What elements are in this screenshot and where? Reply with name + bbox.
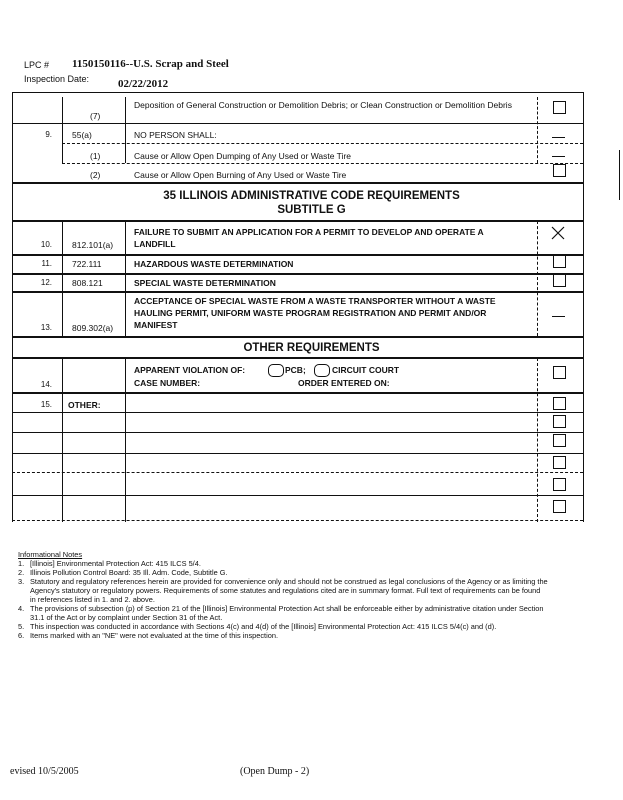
lpc-label: LPC # xyxy=(24,60,50,70)
section-title-other: OTHER REQUIREMENTS xyxy=(243,342,380,354)
row-description: Deposition of General Construction or Demolition Debris; or Clean Construction or Demolition Debris xyxy=(134,100,512,110)
item-number: 12. xyxy=(40,278,52,287)
row-section: 809.302(a) xyxy=(72,323,114,333)
informational-notes xyxy=(18,550,548,640)
checkbox[interactable] xyxy=(553,478,566,491)
row-section: (2) xyxy=(90,170,101,180)
item-number: 9. xyxy=(45,130,52,139)
section-title-code: 35 ILLINOIS ADMINISTRATIVE CODE REQUIREMENTS xyxy=(163,190,460,202)
row-section: (7) xyxy=(90,111,101,121)
note-item: 3. Statutory and regulatory references herein are provided for convenience only and should not be construed as legal conclusions of the Agency or as limiting the Agency's statutory or regulatory powers. Requirements of some statutes and regulations cited are in summary format. Full text of requirements can be found in references listed in 1. and 2. above. xyxy=(18,577,548,604)
other-label: OTHER: xyxy=(68,400,101,410)
checkbox[interactable] xyxy=(553,434,566,447)
section-subtitle-code: SUBTITLE G xyxy=(277,204,346,216)
row-section: 812.101(a) xyxy=(72,240,114,250)
order-entered-label: ORDER ENTERED ON: xyxy=(298,378,390,388)
row-description: SPECIAL WASTE DETERMINATION xyxy=(134,278,276,288)
row-description: FAILURE TO SUBMIT AN APPLICATION FOR A PERMIT TO DEVELOP AND OPERATE A LANDFILL xyxy=(134,227,484,249)
row-section: (1) xyxy=(90,151,101,161)
violation-x-icon[interactable] xyxy=(551,226,565,240)
not-applicable-mark[interactable] xyxy=(552,156,565,157)
note-item: 4. The provisions of subsection (p) of Section 21 of the [Illinois] Environmental Protection Act shall be enforceable either by administrative citation under Section 31.1 of the Act or by complaint under Section 31 of the Act. xyxy=(18,604,544,622)
circuit-court-option-box[interactable] xyxy=(314,364,330,377)
checkbox[interactable] xyxy=(553,101,566,114)
apparent-violation-label: APPARENT VIOLATION OF: xyxy=(134,365,246,375)
checkbox[interactable] xyxy=(553,397,566,410)
not-applicable-mark[interactable] xyxy=(552,316,565,317)
row-description: NO PERSON SHALL: xyxy=(134,130,217,140)
item-number: 14. xyxy=(40,380,52,389)
not-applicable-mark[interactable] xyxy=(552,137,565,138)
inspection-date-label: Inspection Date: xyxy=(24,74,90,84)
case-number-label: CASE NUMBER: xyxy=(134,378,201,388)
pcb-option-box[interactable] xyxy=(268,364,284,377)
checkbox[interactable] xyxy=(553,255,566,268)
row-description: ACCEPTANCE OF SPECIAL WASTE FROM A WASTE TRANSPORTER WITHOUT A WASTE HAULING PERMIT, UNIFORM WASTE PROGRAM REGISTRATION AND PERMIT AND/OR MANIFEST xyxy=(134,296,496,330)
lpc-value: 1150150116--U.S. Scrap and Steel xyxy=(72,58,229,70)
row-description: Cause or Allow Open Dumping of Any Used or Waste Tire xyxy=(134,151,352,161)
checkbox[interactable] xyxy=(553,366,566,379)
checkbox[interactable] xyxy=(553,415,566,428)
row-description: Cause or Allow Open Burning of Any Used or Waste Tire xyxy=(134,170,347,180)
item-number: 15. xyxy=(40,400,52,409)
note-item: 2. Illinois Pollution Control Board: 35 Ill. Adm. Code, Subtitle G. xyxy=(18,568,228,577)
item-number: 11. xyxy=(41,259,52,268)
checkbox[interactable] xyxy=(553,164,566,177)
row-section: 722.111 xyxy=(72,259,102,269)
item-number: 13. xyxy=(40,323,52,332)
row-section: 55(a) xyxy=(72,130,92,140)
row-description: HAZARDOUS WASTE DETERMINATION xyxy=(134,259,294,269)
note-item: 6. Items marked with an "NE" were not evaluated at the time of this inspection. xyxy=(18,631,279,640)
inspection-date-value: 02/22/2012 xyxy=(118,78,169,90)
row-section: 808.121 xyxy=(72,278,103,288)
checkbox[interactable] xyxy=(553,456,566,469)
note-item: 5. This inspection was conducted in accordance with Sections 4(c) and 4(d) of the [Illinois] Environmental Protection Act: 415 ILCS 5/4(c) and (d). xyxy=(18,622,497,631)
note-item: 1. [Illinois] Environmental Protection Act: 415 ILCS 5/4. xyxy=(18,559,201,568)
revised-date: evised 10/5/2005 xyxy=(10,766,79,777)
circuit-court-label: CIRCUIT COURT xyxy=(332,365,400,375)
notes-heading: Informational Notes xyxy=(18,550,83,559)
pcb-label: PCB; xyxy=(285,365,306,375)
item-number: 10. xyxy=(40,240,52,249)
page-label: (Open Dump - 2) xyxy=(240,766,310,777)
checkbox[interactable] xyxy=(553,274,566,287)
checkbox[interactable] xyxy=(553,500,566,513)
